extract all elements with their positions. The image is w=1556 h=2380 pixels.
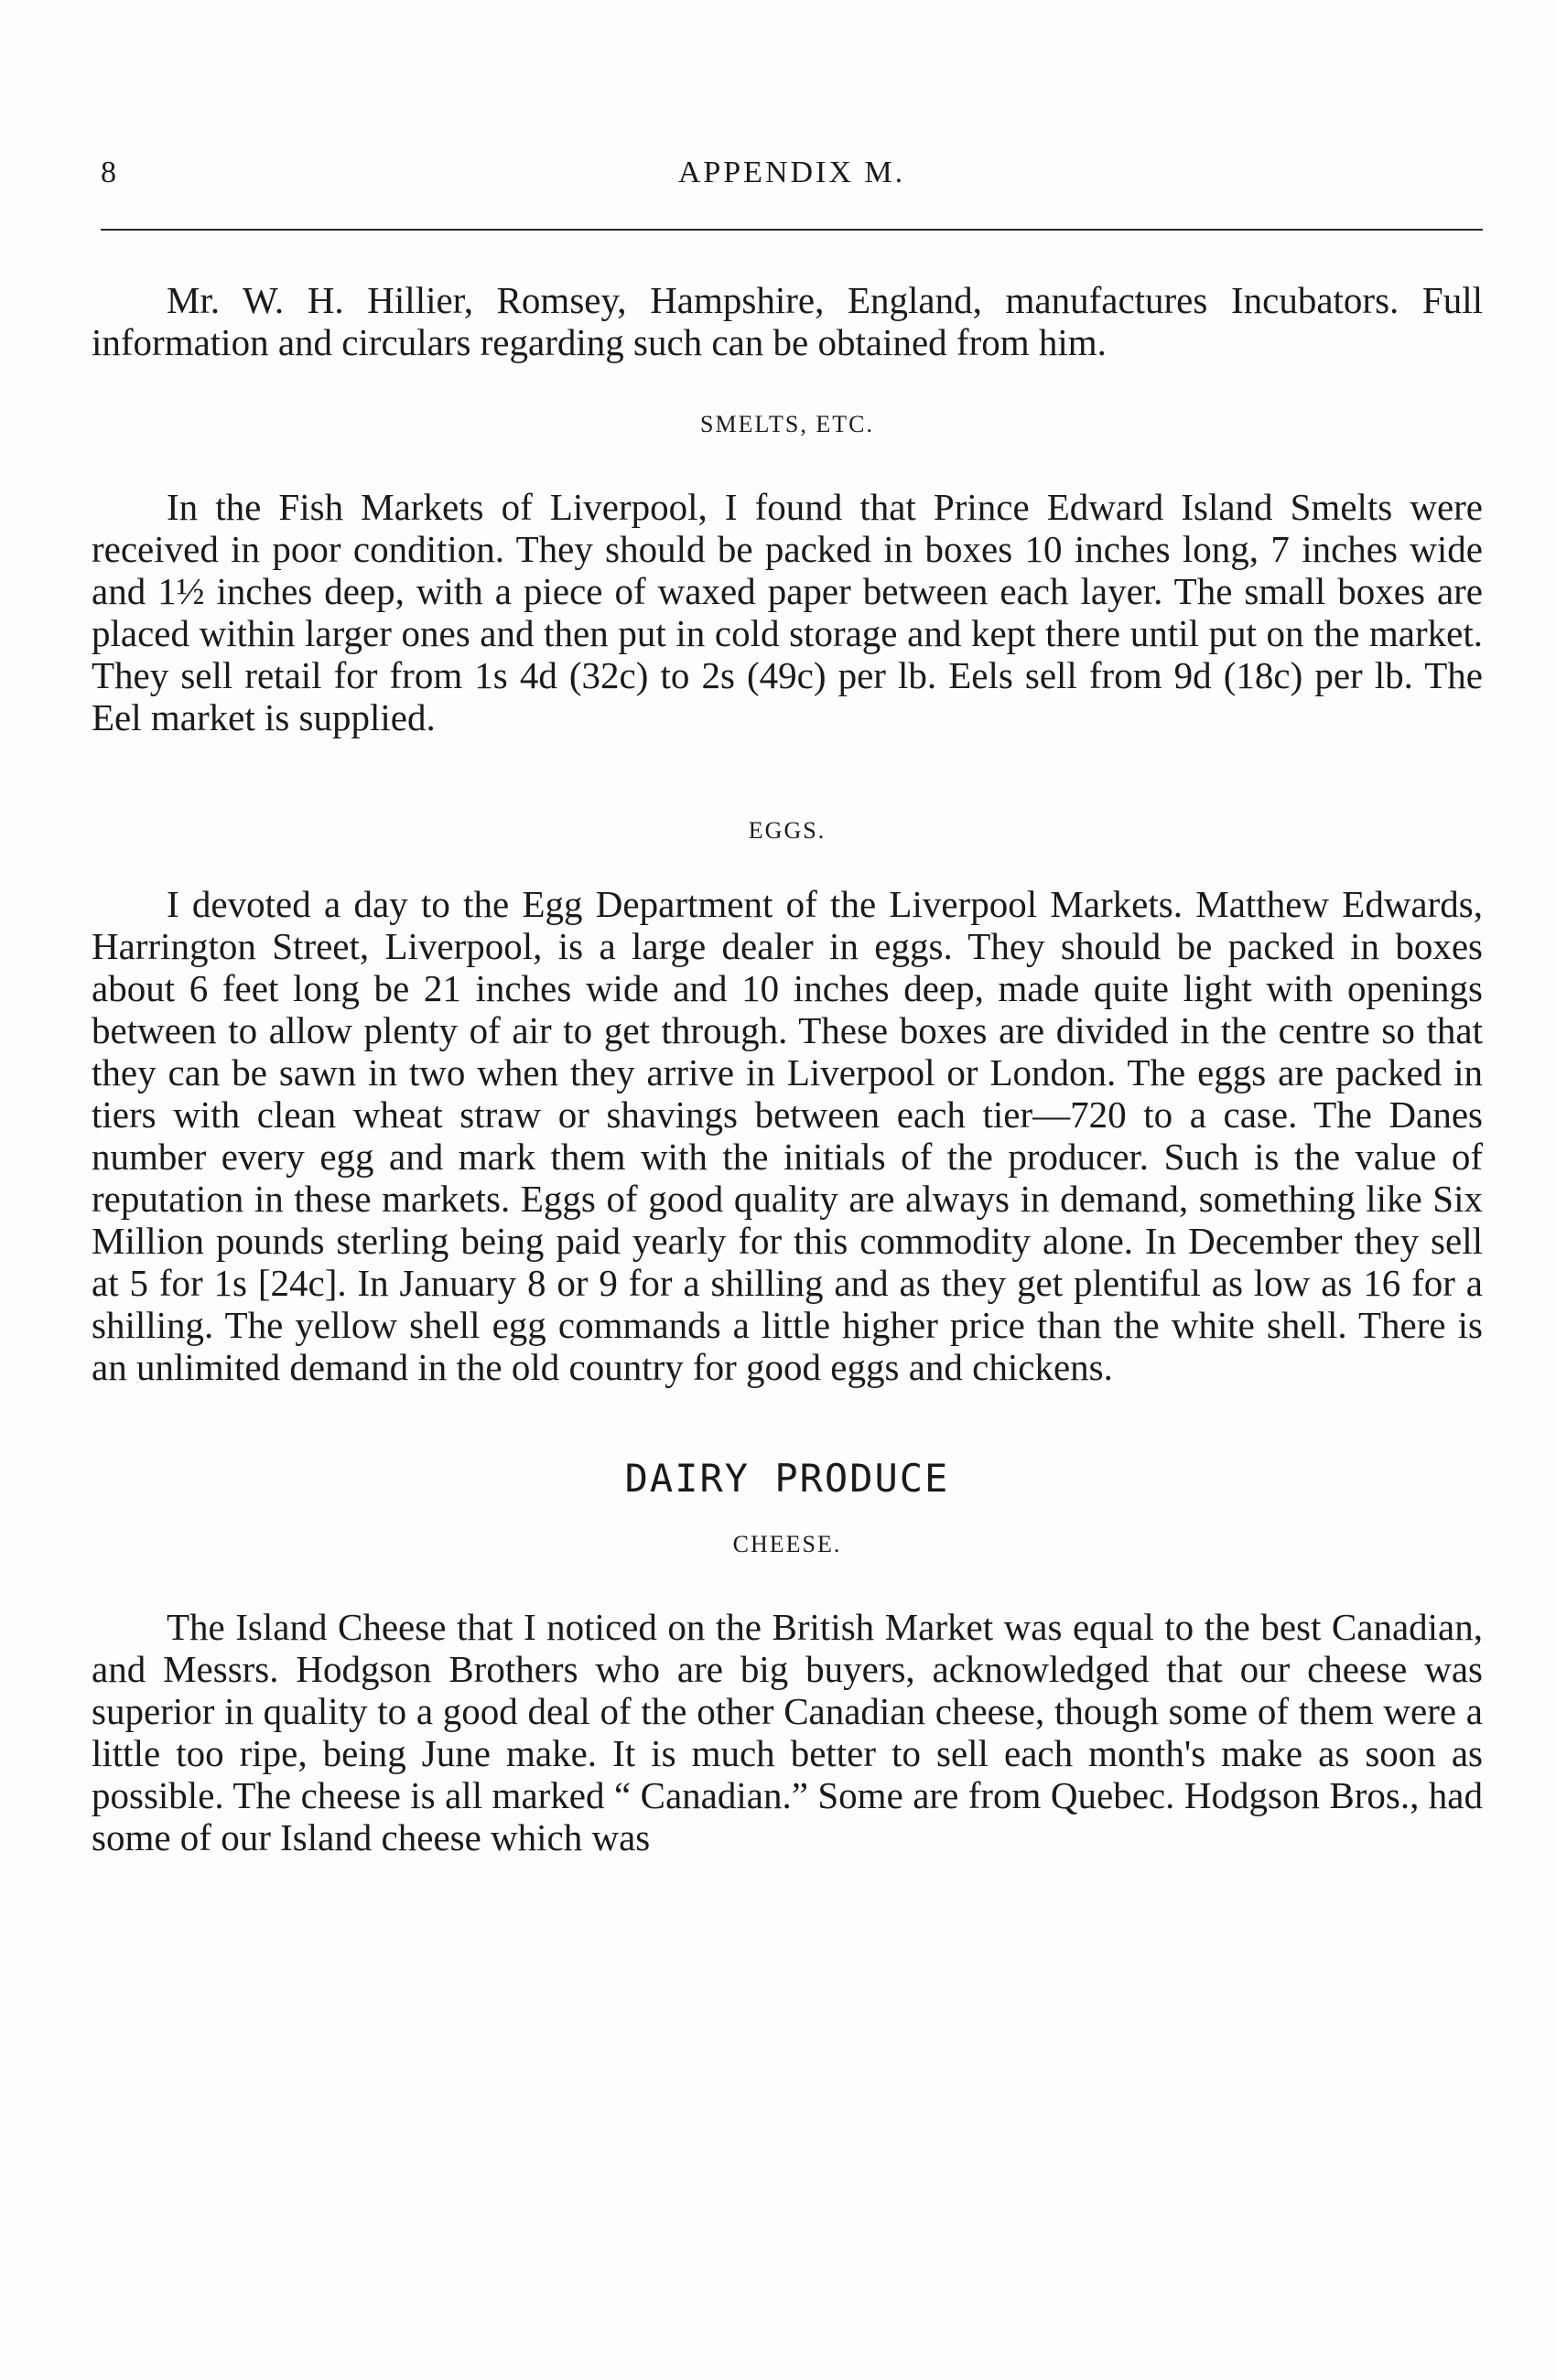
page-header: [101, 156, 1483, 210]
paragraph-cheese: The Island Cheese that I noticed on the British Market was equal to the best Canadian, and Messrs. Hodgson Brothers who are big buyers, acknowledged that our cheese was superior in quality to a good deal of the other Canadian cheese, though some of them were a little too ripe, being June make. It is much better to sell each month's make as soon as possible. The cheese is all marked “ Canadian.” Some are from Quebec. Hodgson Bros., had some of our Island cheese which was: [92, 1606, 1483, 1858]
heading-eggs: EGGS.: [748, 817, 827, 844]
paragraph-eggs: I devoted a day to the Egg Department of the Liverpool Markets. Matthew Edwards, Harrington Street, Liverpool, is a large dealer in eggs. They should be packed in boxes about 6 feet long be 21 inches wide and 10 inches deep, made quite light with openings between to allow plenty of air to get through. These boxes are divided in the centre so that they can be sawn in two when they arrive in Liverpool or London. The eggs are packed in tiers with clean wheat straw or shavings between each tier—720 to a case. The Danes number every egg and mark them with the initials of the producer. Such is the value of reputation in these markets. Eggs of good quality are always in demand, something like Six Million pounds sterling being paid yearly for this commodity alone. In December they sell at 5 for 1s [24c]. In January 8 or 9 for a shilling and as they get plentiful as low as 16 for a shilling. The yellow shell egg commands a little higher price than the white shell. There is an unlimited demand in the old country for good eggs and chickens.: [92, 883, 1483, 1388]
heading-dairy-produce: DAIRY PRODUCE: [624, 1456, 950, 1501]
running-head: APPENDIX M.: [677, 156, 906, 189]
heading-smelts: SMELTS, ETC.: [700, 411, 874, 437]
heading-cheese: CHEESE.: [732, 1531, 842, 1557]
header-rule: [101, 229, 1483, 231]
paragraph-smelts: In the Fish Markets of Liverpool, I found that Prince Edward Island Smelts were received in poor condition. They should be packed in boxes 10 inches long, 7 inches wide and 1½ inches deep, with a piece of waxed paper between each layer. The small boxes are placed within larger ones and then put in cold storage and kept there until put on the market. They sell retail for from 1s 4d (32c) to 2s (49c) per lb. Eels sell from 9d (18c) per lb. The Eel market is supplied.: [92, 486, 1483, 738]
paragraph-hillier: Mr. W. H. Hillier, Romsey, Hampshire, England, manufactures Incubators. Full information and circulars regarding such can be obtained from him.: [92, 279, 1483, 363]
body-text: [92, 279, 1483, 1858]
page-number: 8: [101, 156, 117, 189]
